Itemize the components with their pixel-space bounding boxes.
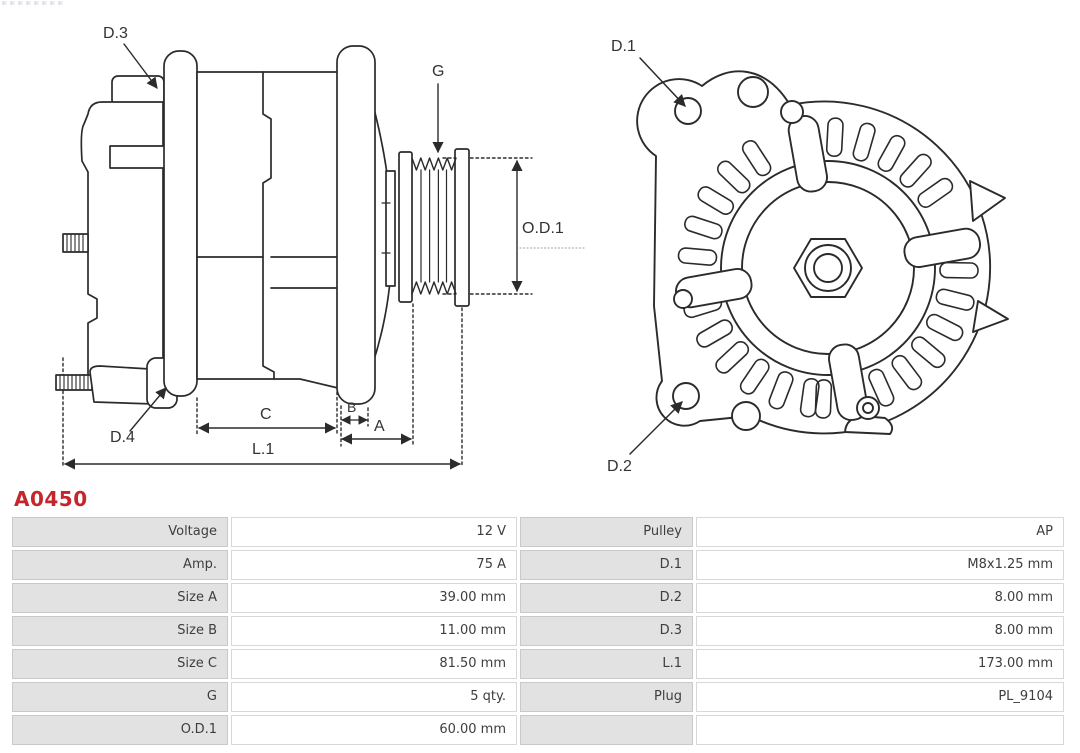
spec-value: 39.00 mm [231,583,517,613]
spec-value: PL_9104 [696,682,1064,712]
spec-table [12,517,1064,745]
spec-label: Size C [12,649,228,679]
side-view-drawing [56,44,585,466]
spec-value: 12 V [231,517,517,547]
dim-label-c: C [260,406,272,423]
dim-label-l1: L.1 [252,441,275,458]
part-number: A0450 [14,487,88,511]
dim-label-d2: D.2 [607,458,632,475]
dim-label-a: A [374,418,385,435]
spec-label: Pulley [520,517,693,547]
spec-value: 81.50 mm [231,649,517,679]
spec-value: 11.00 mm [231,616,517,646]
spec-value: 8.00 mm [696,583,1064,613]
spec-label: O.D.1 [12,715,228,745]
spec-label: D.2 [520,583,693,613]
spec-label: L.1 [520,649,693,679]
dim-label-b: B [347,399,357,415]
dim-label-od1: O.D.1 [522,220,564,237]
technical-drawings [0,6,1080,484]
spec-label: Plug [520,682,693,712]
spec-label: Size B [12,616,228,646]
dim-label-d1: D.1 [611,38,636,55]
spec-value: M8x1.25 mm [696,550,1064,580]
spec-label: Size A [12,583,228,613]
dim-label-d3: D.3 [103,25,128,42]
dim-label-d4: D.4 [110,429,135,446]
spec-label: D.3 [520,616,693,646]
spec-value: 8.00 mm [696,616,1064,646]
spec-label: G [12,682,228,712]
spec-label: Voltage [12,517,228,547]
spec-value: 5 qty. [231,682,517,712]
spec-value: 75 A [231,550,517,580]
spec-value: AP [696,517,1064,547]
spec-value [696,715,1064,745]
rear-view-drawing [630,58,1008,454]
spec-label [520,715,693,745]
scan-artifact [2,1,64,5]
dim-label-g: G [432,63,445,80]
spec-label: D.1 [520,550,693,580]
spec-value: 60.00 mm [231,715,517,745]
spec-label: Amp. [12,550,228,580]
spec-value: 173.00 mm [696,649,1064,679]
